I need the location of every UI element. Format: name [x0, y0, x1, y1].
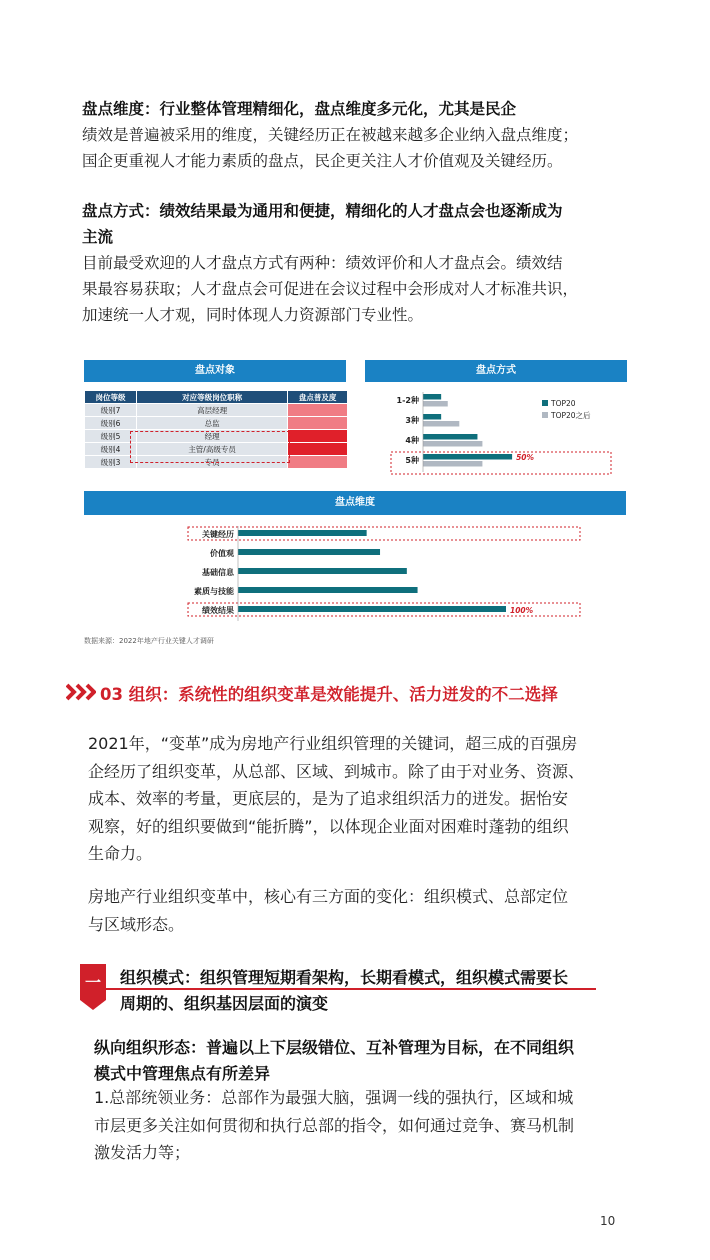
text-line: 周期的、组织基因层面的演变: [120, 994, 329, 1013]
badge-text: 一: [84, 973, 101, 992]
bar: [423, 421, 459, 427]
text-line: 房地产行业组织变革中，核心有三方面的变化：组织模式、总部定位: [88, 887, 569, 906]
heading-vertical-form: [94, 1035, 574, 1087]
title-cell: 经理: [137, 430, 287, 442]
heading-method: [82, 198, 563, 250]
table-row: [85, 417, 347, 429]
popularity-cell: [288, 456, 347, 468]
text-line: 模式中管理焦点有所差异: [94, 1064, 271, 1083]
legend-label: TOP20之后: [551, 411, 591, 420]
section-title: 03 组织：系统性的组织变革是效能提升、活力迸发的不二选择: [100, 685, 558, 704]
paragraph-method: [82, 250, 578, 328]
level-cell: 级别5: [85, 430, 136, 442]
category-label: 3种: [405, 416, 419, 425]
data-label: 100%: [510, 606, 534, 615]
level-cell: 级别4: [85, 443, 136, 455]
text-line: 激发活力等；: [94, 1143, 191, 1162]
bar: [423, 454, 512, 460]
category-label: 4种: [405, 436, 419, 445]
text-line: 目前最受欢迎的人才盘点方式有两种：绩效评价和人才盘点会。绩效结: [82, 254, 563, 272]
method-chart: [365, 386, 627, 482]
text-line: 加速统一人才观，同时体现人力资源部门专业性。: [82, 306, 424, 324]
bar: [423, 434, 477, 440]
title-cell: 高层经理: [137, 404, 287, 416]
bar: [238, 549, 380, 555]
heading-dimension: 盘点维度：行业整体管理精细化，盘点维度多元化，尤其是民企: [82, 100, 517, 118]
page-number: 10: [600, 1214, 616, 1228]
text-line: 与区域形态。: [88, 914, 185, 934]
col-header: 岗位等级: [85, 391, 136, 403]
category-label: 1-2种: [396, 396, 419, 405]
popularity-cell: [288, 443, 347, 455]
category-label: 绩效结果: [202, 606, 234, 615]
popularity-cell: [288, 430, 347, 442]
text-line: 企经历了组织变革，从总部、区域、到城市。除了由于对业务、资源、: [88, 761, 585, 781]
text-line: 主流: [82, 228, 114, 246]
bar: [238, 568, 407, 574]
bar: [423, 394, 441, 400]
section-paragraph-2: [88, 883, 568, 938]
bar: [238, 530, 367, 536]
dimension-chart: [84, 522, 626, 628]
panel-title-method: 盘点方式: [365, 360, 627, 382]
col-header: 盘点普及度: [288, 391, 347, 403]
text-line: 成本、效率的考量，更底层的，是为了追求组织活力的迸发。据怡安: [88, 789, 569, 808]
legend-swatch: [542, 400, 548, 406]
text-line: 生命力。: [88, 844, 153, 863]
paragraph-hq: [94, 1084, 574, 1167]
category-label: 关键经历: [202, 530, 234, 539]
text-line: 绩效是普遍被采用的维度，关键经历正在被越来越多企业纳入盘点维度；: [82, 126, 579, 144]
bar: [423, 461, 482, 467]
panel-title-dimension: 盘点维度: [84, 491, 626, 515]
text-line: 2021年，“变革”成为房地产行业组织管理的关键词，超三成的百强房: [88, 734, 578, 753]
text-line: 观察，好的组织要做到“能折腾”，以体现企业面对困难时蓬勃的组织: [88, 816, 569, 836]
panel-title-objects: 盘点对象: [84, 360, 346, 382]
badge-icon: [80, 964, 106, 1010]
col-header: 对应等级岗位职称: [137, 391, 287, 403]
text-line: 组织模式：组织管理短期看架构，长期看模式，组织模式需要长: [120, 968, 569, 987]
category-label: 基础信息: [202, 568, 234, 577]
title-cell: 总监: [137, 417, 287, 429]
data-label: 50%: [516, 453, 535, 462]
level-cell: 级别6: [85, 417, 136, 429]
category-label: 5种: [405, 456, 419, 465]
text-line: 盘点方式：绩效结果最为通用和便捷，精细化的人才盘点会也逐渐成为: [82, 202, 563, 220]
legend-swatch: [542, 412, 548, 418]
legend-label: TOP20: [551, 399, 576, 408]
heading-underline: [106, 988, 596, 990]
level-cell: 级别3: [85, 456, 136, 468]
category-label: 价值观: [210, 549, 234, 558]
popularity-cell: [288, 417, 347, 429]
data-source: 数据来源：2022年地产行业关键人才调研: [84, 637, 214, 645]
bar: [423, 414, 441, 420]
title-cell: 主管/高级专员: [137, 443, 287, 455]
bar: [238, 606, 506, 612]
table-row: [85, 404, 347, 416]
bar: [423, 401, 448, 407]
text-line: 国企更重视人才能力素质的盘点，民企更关注人才价值观及关键经历。: [82, 152, 563, 170]
title-cell: 专员: [137, 456, 287, 468]
bar: [238, 587, 418, 593]
section-paragraph-1: [88, 730, 584, 868]
popularity-cell: [288, 404, 347, 416]
text-line: 1.总部统领业务：总部作为最强大脑，强调一线的强执行，区域和城: [94, 1088, 574, 1107]
bar: [423, 441, 482, 447]
text-line: 纵向组织形态：普遍以上下层级错位、互补管理为目标，在不同组织: [94, 1038, 575, 1057]
highlight-box: [130, 431, 290, 463]
chevron-icon: [66, 683, 96, 705]
text-line: 市层更多关注如何贯彻和执行总部的指令，如何通过竞争、赛马机制: [94, 1115, 575, 1135]
sub-heading: [120, 965, 568, 1017]
paragraph-dimension: [82, 122, 578, 174]
level-cell: 级别7: [85, 404, 136, 416]
category-label: 素质与技能: [194, 587, 234, 596]
text-line: 果最容易获取；人才盘点会可促进在会议过程中会形成对人才标准共识，: [82, 280, 579, 298]
